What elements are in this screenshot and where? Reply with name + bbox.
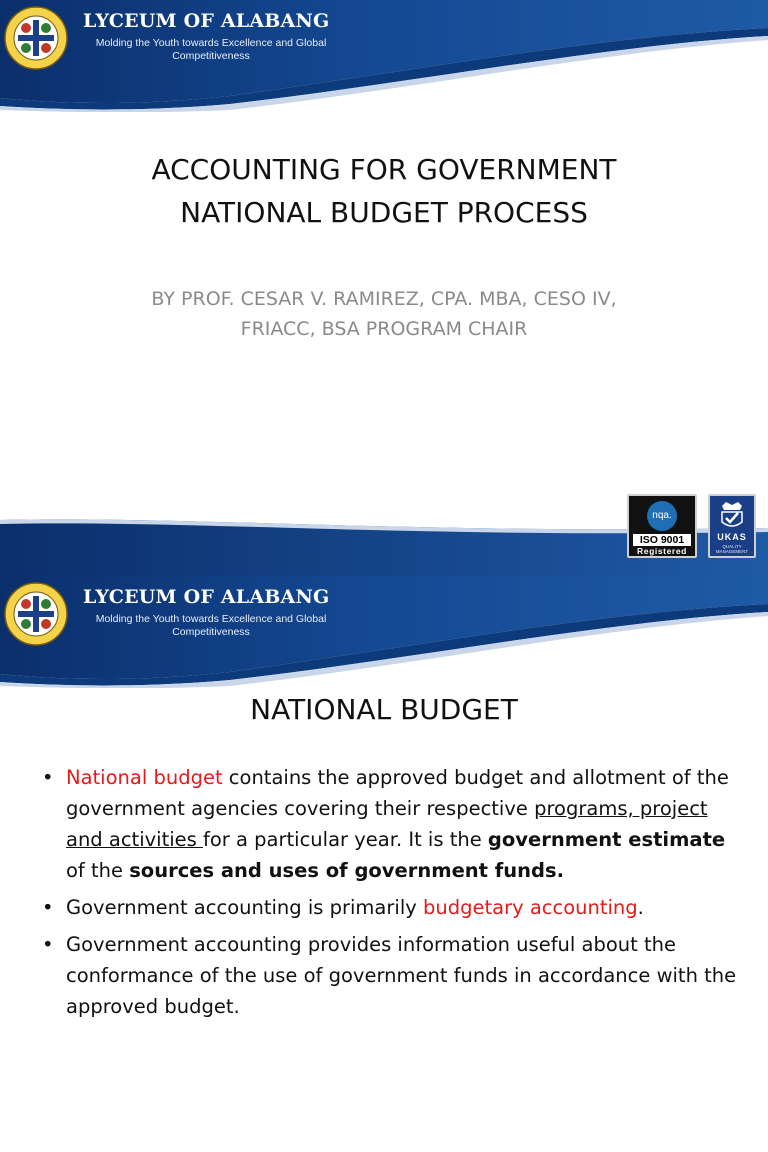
bullet1-text2: for a particular year. It is the	[203, 828, 488, 851]
bullet3-text: Government accounting provides information useful about the conformance of the use of government funds in accordance with the approved budget.	[66, 933, 737, 1018]
nqa-logo-icon: nqa.	[647, 501, 677, 531]
title-line-2: NATIONAL BUDGET PROCESS	[180, 196, 588, 229]
bullet-dot-icon: •	[42, 896, 54, 919]
school-seal-icon	[4, 582, 68, 646]
slide-title: NATIONAL BUDGET	[250, 693, 518, 726]
presentation-title	[0, 148, 768, 234]
bullet1-text3: of the	[66, 859, 130, 882]
bullet-list	[42, 762, 742, 1028]
school-seal-icon	[4, 6, 68, 70]
org-name: LYCEUM OF ALABANG	[83, 586, 330, 608]
bullet1-red-lead: National budget	[66, 766, 223, 789]
author-byline	[0, 284, 768, 344]
bullet2-end: .	[637, 896, 644, 919]
bullet-item	[42, 929, 742, 1022]
title-line-1: ACCOUNTING FOR GOVERNMENT	[151, 153, 617, 186]
bullet1-text1: contains the approved budget and allotment of the government agencies covering their respective	[66, 766, 729, 820]
bullet1-bold1: government estimate	[487, 828, 726, 851]
ukas-label: UKAS	[717, 532, 747, 542]
bullet2-red: budgetary accounting	[422, 896, 638, 919]
bullet-dot-icon: •	[42, 766, 54, 789]
iso-registered-label: Registered	[637, 546, 687, 556]
iso-9001-badge	[627, 494, 697, 558]
bullet1-bold2: sources and uses of government funds.	[129, 859, 565, 882]
byline-line-1: BY PROF. CESAR V. RAMIREZ, CPA. MBA, CESO IV,	[151, 288, 617, 310]
bullet1-underlined: programs, project and activities	[66, 797, 708, 851]
content-slide	[0, 576, 768, 1152]
org-tagline: Molding the Youth towards Excellence and Global Competitiveness	[95, 37, 327, 62]
iso-label: ISO 9001	[633, 534, 691, 546]
org-tagline: Molding the Youth towards Excellence and Global Competitiveness	[95, 613, 327, 638]
bullet-item	[42, 892, 742, 923]
bullet-item	[42, 762, 742, 886]
ukas-sub-label: QUALITY MANAGEMENT	[715, 544, 749, 554]
bullet-dot-icon: •	[42, 933, 54, 956]
ukas-badge	[708, 494, 756, 558]
org-name: LYCEUM OF ALABANG	[83, 10, 330, 32]
ukas-crown-check-icon	[718, 500, 746, 530]
byline-line-2: FRIACC, BSA PROGRAM CHAIR	[240, 318, 528, 340]
bullet2-text: Government accounting is primarily	[66, 896, 423, 919]
